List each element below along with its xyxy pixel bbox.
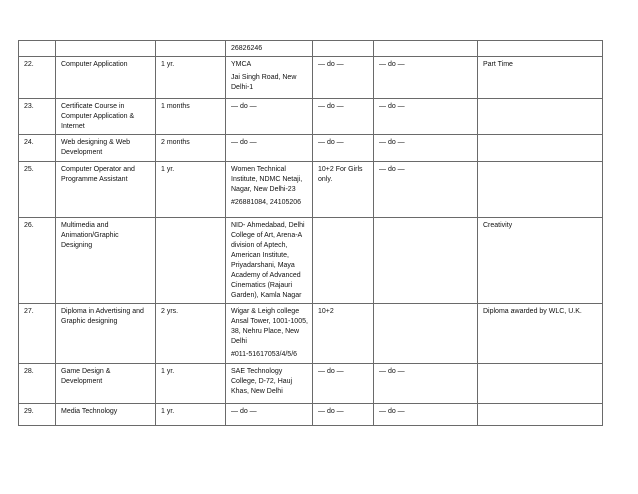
table-row [19,304,603,364]
institute-line: Jai Singh Road, New Delhi-1 [231,74,297,91]
institute-line: — do — [231,139,257,146]
table-row [19,57,603,99]
course-name-cell: Game Design & Development [56,364,156,404]
duration-cell: 1 months [156,99,226,135]
institute-cell [226,364,313,404]
table-row [19,364,603,404]
institute-line: #26881084, 24105206 [231,199,302,206]
fee-cell [374,41,478,57]
course-name-cell: Diploma in Advertising and Graphic designing [56,304,156,364]
institute-cell [226,41,313,57]
course-table [18,40,603,426]
fee-cell: — do — [374,364,478,404]
table-row [19,218,603,304]
remarks-cell [478,99,603,135]
institute-cell [226,99,313,135]
institute-cell [226,57,313,99]
table-row [19,404,603,426]
row-number-cell: 22. [19,57,56,99]
remarks-cell [478,41,603,57]
duration-cell: 1 yr. [156,404,226,426]
institute-line: #011-51617053/4/5/6 [231,351,298,358]
row-number-cell: 28. [19,364,56,404]
institute-cell [226,404,313,426]
remarks-cell [478,364,603,404]
fee-cell: — do — [374,162,478,218]
remarks-cell: Diploma awarded by WLC, U.K. [478,304,603,364]
institute-line: SAE Technology College, D-72, Hauj Khas, New Delhi [231,368,293,395]
institute-line: NID- Ahmedabad, Delhi College of Art, Arena-A division of Aptech, American Institute, Priyadarshani, Maya Academy of Advanced Cinematics (Rajauri Garden), Kamla Nagar [231,222,305,299]
institute-line: — do — [231,103,257,110]
remarks-cell: Part Time [478,57,603,99]
row-number-cell: 23. [19,99,56,135]
fee-cell: — do — [374,99,478,135]
institute-line: YMCA [231,61,252,68]
institute-cell [226,135,313,162]
institute-cell [226,162,313,218]
course-name-cell: Multimedia and Animation/Graphic Designing [56,218,156,304]
eligibility-cell: 10+2 [313,304,374,364]
fee-cell [374,218,478,304]
row-number-cell [19,41,56,57]
duration-cell: 2 yrs. [156,304,226,364]
fee-cell: — do — [374,135,478,162]
institute-cell [226,218,313,304]
fee-cell: — do — [374,57,478,99]
eligibility-cell: — do — [313,57,374,99]
course-name-cell: Media Technology [56,404,156,426]
eligibility-cell: — do — [313,99,374,135]
table-row [19,162,603,218]
course-name-cell: Certificate Course in Computer Application & Internet [56,99,156,135]
eligibility-cell: — do — [313,135,374,162]
institute-cell [226,304,313,364]
remarks-cell [478,135,603,162]
fee-cell: — do — [374,404,478,426]
eligibility-cell: 10+2 For Girls only. [313,162,374,218]
row-number-cell: 26. [19,218,56,304]
fee-cell [374,304,478,364]
course-name-cell: Computer Application [56,57,156,99]
duration-cell [156,41,226,57]
remarks-cell [478,162,603,218]
eligibility-cell [313,41,374,57]
duration-cell: 1 yr. [156,364,226,404]
table-row [19,135,603,162]
duration-cell: 1 yr. [156,162,226,218]
remarks-cell: Creativity [478,218,603,304]
duration-cell: 2 months [156,135,226,162]
table-row [19,99,603,135]
institute-line: 26826246 [231,45,263,52]
row-number-cell: 27. [19,304,56,364]
duration-cell [156,218,226,304]
eligibility-cell: — do — [313,364,374,404]
institute-line: Women Technical Institute, NDMC Netaji, Nagar, New Delhi-23 [231,166,303,193]
course-name-cell: Computer Operator and Programme Assistant [56,162,156,218]
institute-line: Wigar & Leigh college Ansal Tower, 1001-1005, 38, Nehru Place, New Delhi [231,308,308,345]
eligibility-cell: — do — [313,404,374,426]
table-row [19,41,603,57]
row-number-cell: 24. [19,135,56,162]
institute-line: — do — [231,408,257,415]
row-number-cell: 29. [19,404,56,426]
course-name-cell: Web designing & Web Development [56,135,156,162]
course-table-body [19,41,603,426]
duration-cell: 1 yr. [156,57,226,99]
course-name-cell [56,41,156,57]
remarks-cell [478,404,603,426]
eligibility-cell [313,218,374,304]
row-number-cell: 25. [19,162,56,218]
